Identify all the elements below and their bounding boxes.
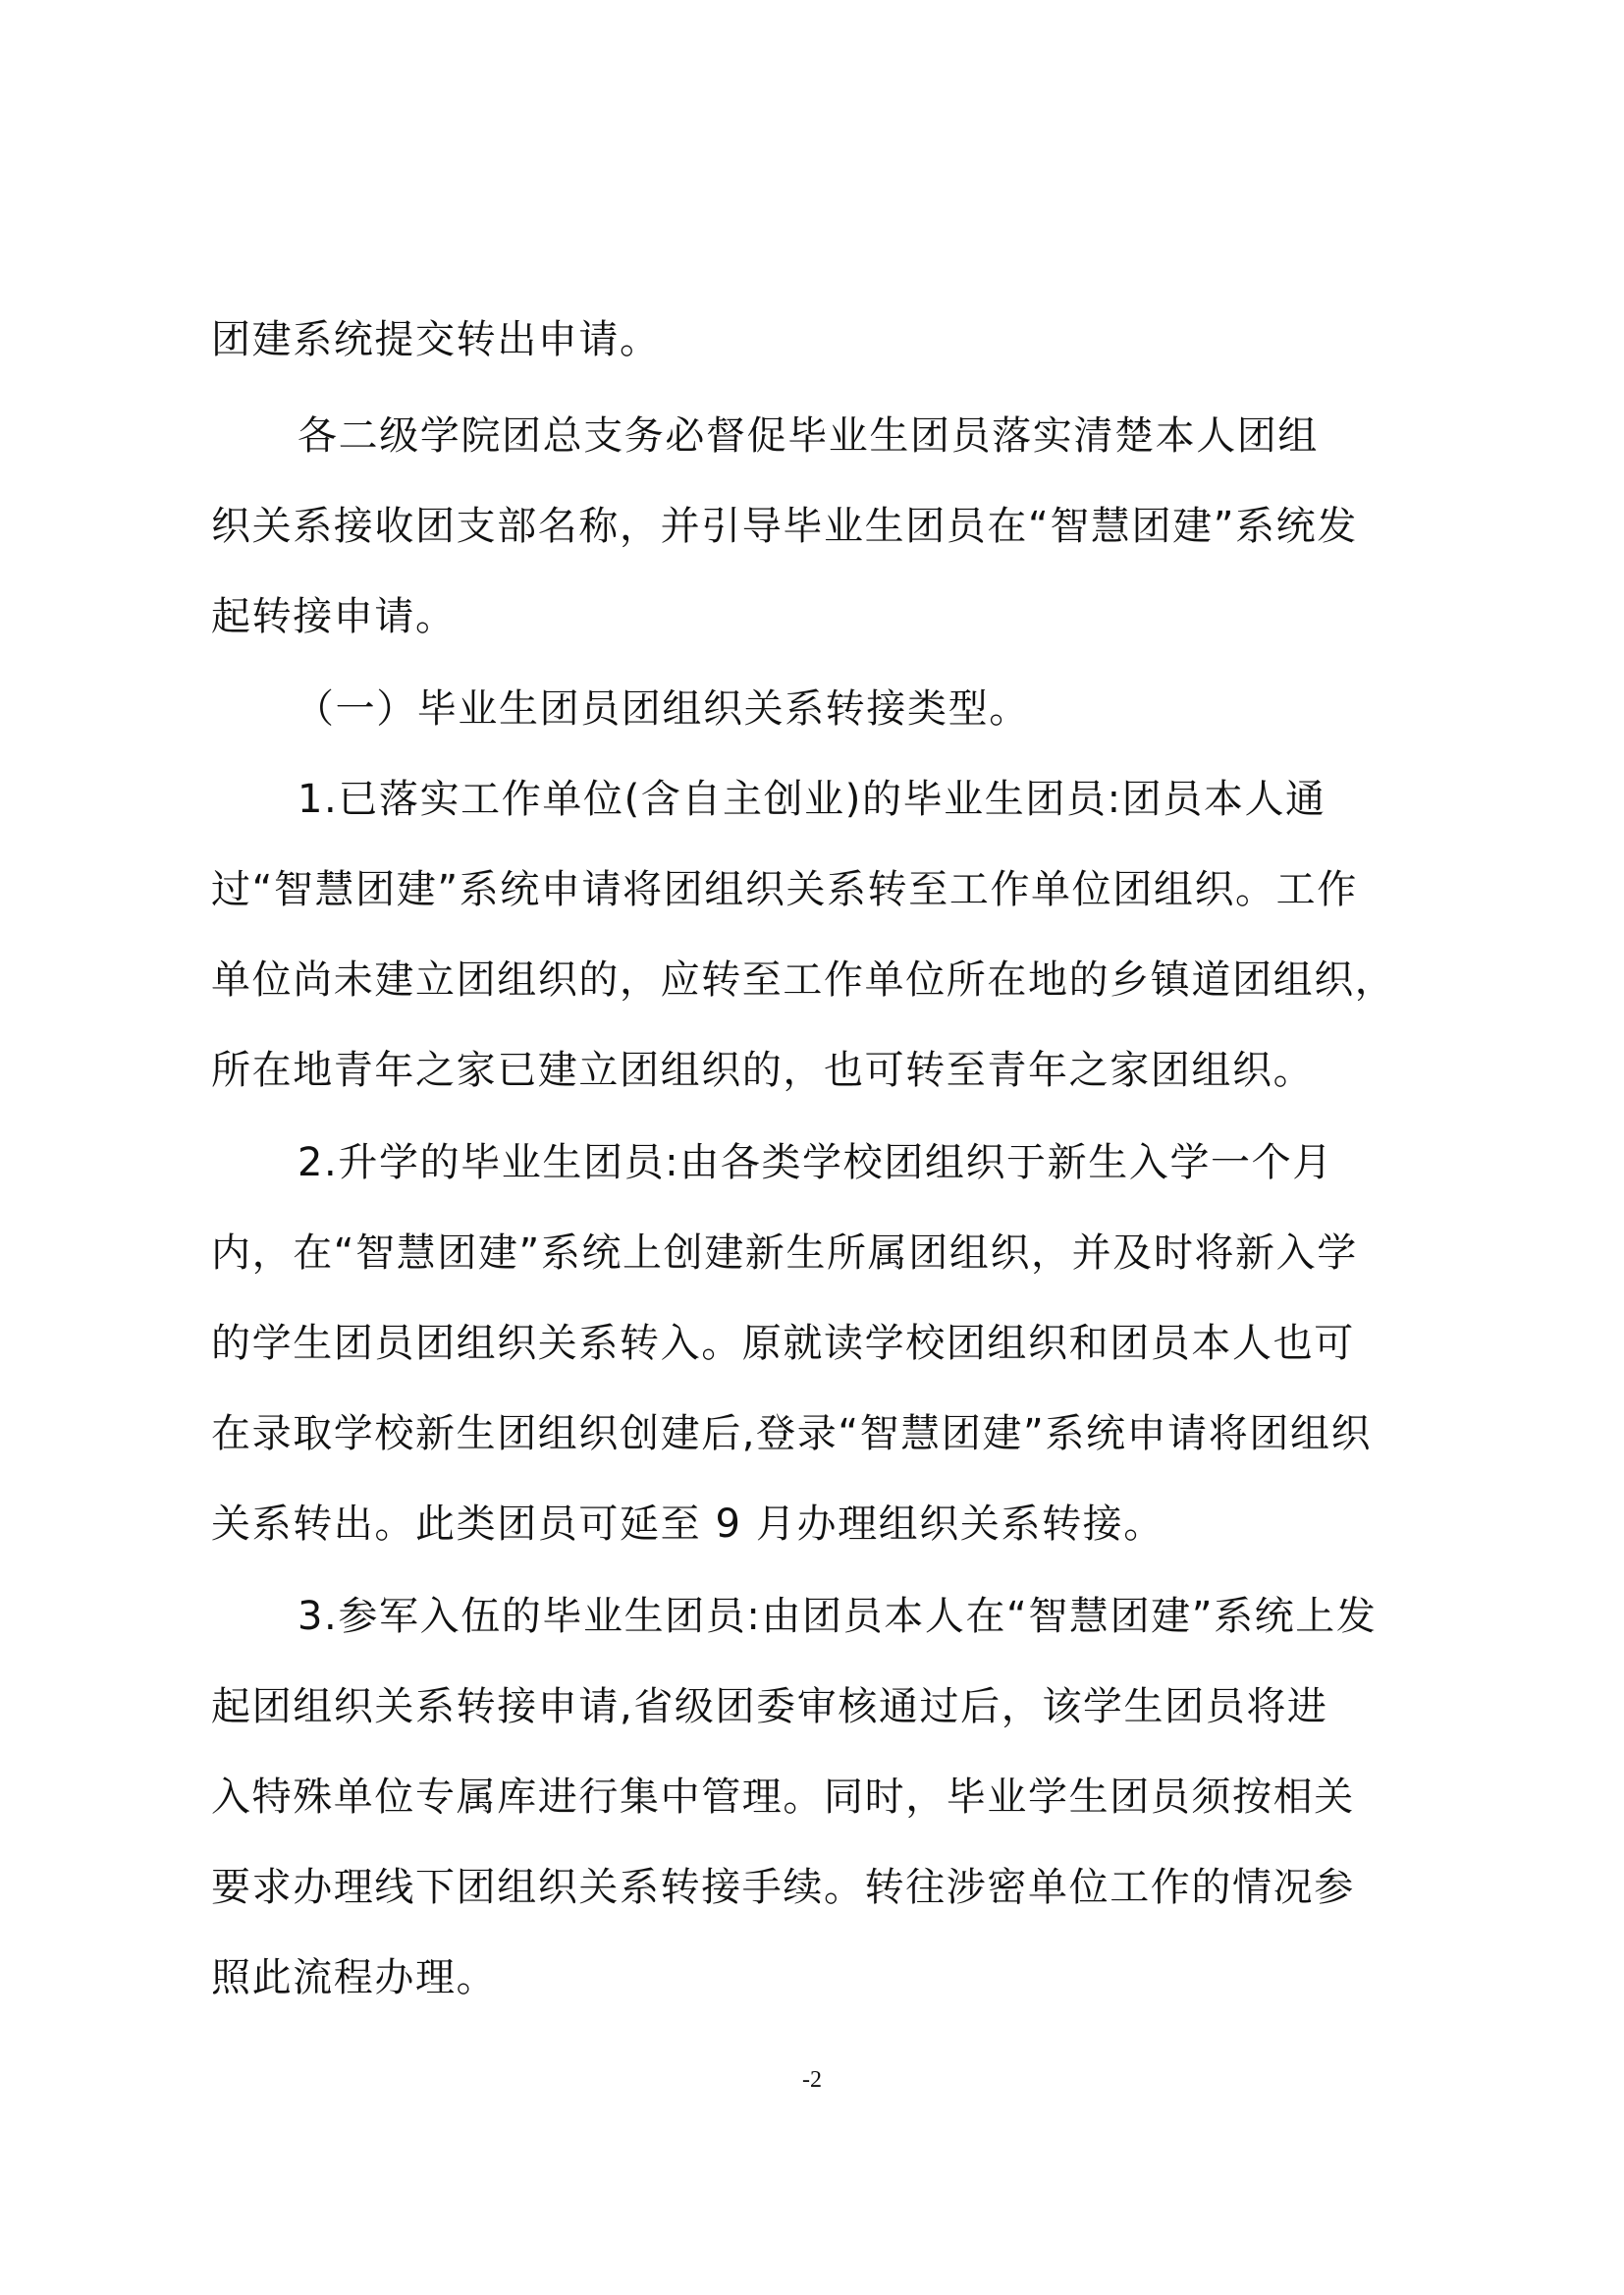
text-line-7: 过“智慧团建”系统申请将团组织关系转至工作单位团组织。工作: [211, 867, 1358, 912]
text-line-9: 所在地青年之家已建立团组织的，也可转至青年之家团组织。: [211, 1048, 1315, 1093]
text-line-17: 入特殊单位专属库进行集中管理。同时，毕业学生团员须按相关: [211, 1775, 1355, 1820]
text-line-2: 各二级学院团总支务必督促毕业生团员落实清楚本人团组: [298, 413, 1319, 459]
section-heading: （一）毕业生团员团组织关系转接类型。: [295, 686, 1030, 732]
text-line-8: 单位尚未建立团组织的，应转至工作单位所在地的乡镇道团组织，: [211, 957, 1396, 1003]
text-line-15: 3.参军入伍的毕业生团员:由团员本人在“智慧团建”系统上发: [298, 1594, 1378, 1639]
text-line-10: 2.升学的毕业生团员:由各类学校团组织于新生入学一个月: [298, 1140, 1333, 1185]
text-line-1: 团建系统提交转出申请。: [211, 317, 661, 362]
text-line-6: 1.已落实工作单位(含自主创业)的毕业生团员:团员本人通: [298, 777, 1326, 822]
text-line-16: 起团组织关系转接申请,省级团委审核通过后，该学生团员将进: [211, 1684, 1328, 1729]
page-number: -2: [802, 2067, 822, 2093]
text-line-4: 起转接申请。: [211, 594, 457, 639]
text-line-11: 内，在“智慧团建”系统上创建新生所属团组织，并及时将新入学: [211, 1230, 1358, 1276]
text-line-3: 织关系接收团支部名称，并引导毕业生团员在“智慧团建”系统发: [211, 504, 1358, 549]
text-line-14: 关系转出。此类团员可延至 9 月办理组织关系转接。: [211, 1502, 1164, 1547]
text-line-19: 照此流程办理。: [211, 1955, 498, 2000]
text-line-18: 要求办理线下团组织关系转接手续。转往涉密单位工作的情况参: [211, 1865, 1355, 1910]
text-line-13: 在录取学校新生团组织创建后,登录“智慧团建”系统申请将团组织: [211, 1411, 1373, 1456]
text-line-12: 的学生团员团组织关系转入。原就读学校团组织和团员本人也可: [211, 1321, 1355, 1366]
